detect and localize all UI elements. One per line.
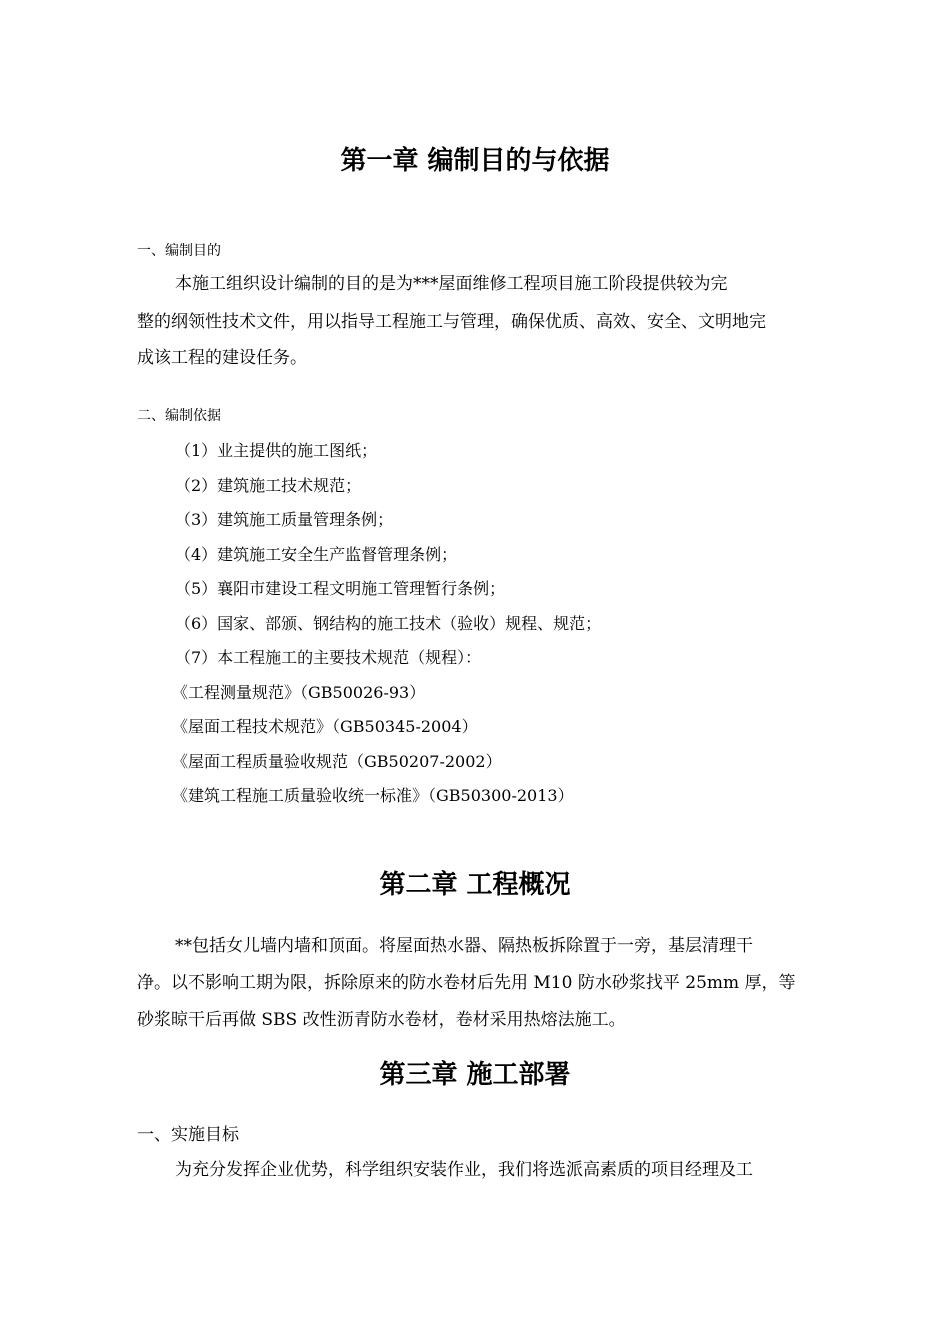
reference-2: 《屋面工程技术规范》（GB50345-2004） <box>172 717 478 736</box>
chapter2-title: 第二章 工程概况 <box>379 870 571 900</box>
purpose-heading: 一、编制目的 <box>137 243 221 259</box>
reference-1: 《工程测量规范》（GB50026-93） <box>172 683 426 702</box>
basis-item-3: （3）建筑施工质量管理条例； <box>175 510 394 529</box>
overview-line-3: 砂浆晾干后再做 SBS 改性沥青防水卷材，卷材采用热熔法施工。 <box>137 1010 626 1030</box>
overview-line-2: 净。以不影响工期为限，拆除原来的防水卷材后先用 M10 防水砂浆找平 25mm 厚，等 <box>137 973 796 993</box>
chapter1-title: 第一章 编制目的与依据 <box>340 146 610 176</box>
reference-4: 《建筑工程施工质量验收统一标准》（GB50300-2013） <box>172 786 574 805</box>
basis-item-1: （1）业主提供的施工图纸； <box>175 441 378 460</box>
purpose-line-3: 成该工程的建设任务。 <box>137 348 307 368</box>
target-heading: 一、实施目标 <box>137 1125 239 1145</box>
purpose-line-1: 本施工组织设计编制的目的是为***屋面维修工程项目施工阶段提供较为完 <box>175 274 728 294</box>
reference-3: 《屋面工程质量验收规范（GB50207-2002） <box>172 752 502 771</box>
basis-heading: 二、编制依据 <box>137 408 221 424</box>
basis-item-5: （5）襄阳市建设工程文明施工管理暂行条例； <box>175 579 506 598</box>
basis-item-6: （6）国家、部颁、钢结构的施工技术（验收）规程、规范； <box>175 614 602 633</box>
basis-item-7: （7）本工程施工的主要技术规范（规程）： <box>175 648 482 667</box>
overview-line-1: **包括女儿墙内墙和顶面。将屋面热水器、隔热板拆除置于一旁，基层清理干 <box>175 936 753 956</box>
chapter3-title: 第三章 施工部署 <box>379 1060 571 1090</box>
basis-item-4: （4）建筑施工安全生产监督管理条例； <box>175 545 458 564</box>
purpose-line-2: 整的纲领性技术文件，用以指导工程施工与管理，确保优质、高效、安全、文明地完 <box>137 312 766 332</box>
target-line-1: 为充分发挥企业优势，科学组织安装作业，我们将选派高素质的项目经理及工 <box>175 1160 753 1180</box>
basis-item-2: （2）建筑施工技术规范； <box>175 476 362 495</box>
